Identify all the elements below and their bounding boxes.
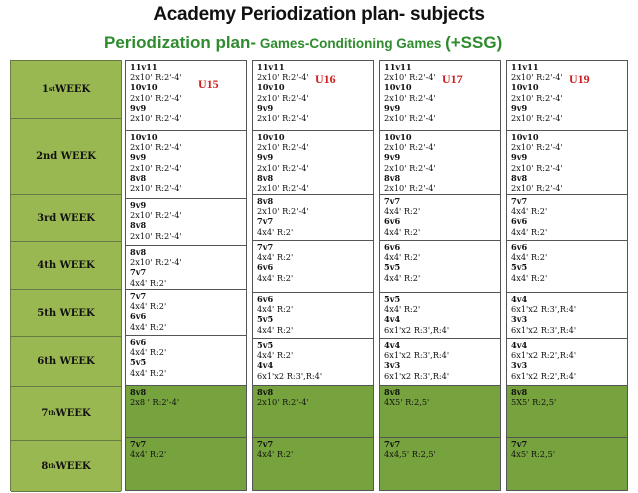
week-cell-1	[126, 61, 246, 130]
game-format: 10v10	[511, 132, 539, 142]
drill-spec: 4x4' R:2'	[130, 449, 167, 460]
drill-spec: 2x10' R:2'-4'	[130, 142, 182, 153]
game-format: 4v4	[257, 360, 274, 371]
game-format: 7v7	[384, 196, 401, 206]
game-format: 7v7	[257, 439, 274, 449]
game-format: 6v6	[257, 262, 274, 273]
game-format: 9v9	[257, 102, 274, 113]
drill-spec: 6x1'x2 R:2',R:4'	[511, 370, 577, 381]
drill-spec: 2x10' R:2'-4'	[511, 72, 563, 83]
drill-spec: 2x10' R:2'-4'	[384, 142, 436, 153]
drill-spec: 2x10' R:2'-4'	[384, 113, 436, 124]
game-format: 9v9	[130, 152, 147, 163]
game-format: 5v5	[257, 340, 274, 350]
game-format: 4v4	[384, 340, 401, 350]
game-format: 3v3	[511, 314, 528, 325]
game-format: 7v7	[384, 439, 401, 449]
week-number: 8	[41, 460, 49, 472]
week-cell-3	[253, 194, 373, 240]
drill-spec: 2x10' R:2'-4'	[384, 183, 436, 194]
week-column	[10, 60, 122, 491]
drill-spec: 2x10' R:2'-4'	[130, 162, 182, 173]
drill-spec: 2x10' R:2'-4'	[257, 72, 309, 83]
game-format: 10v10	[384, 82, 412, 93]
game-format: 3v3	[384, 360, 401, 371]
week-cell-5	[126, 289, 246, 335]
week-label-6	[11, 337, 121, 387]
game-format: 6v6	[130, 337, 147, 347]
week-cell-8	[380, 437, 500, 490]
week-number: 3rd WEEK	[37, 212, 95, 224]
game-format: 6v6	[384, 216, 401, 227]
game-format: 6v6	[130, 311, 147, 322]
game-format: 3v3	[511, 360, 528, 371]
drill-spec: 4x4' R:2'	[257, 324, 294, 335]
week-cell-2	[253, 130, 373, 194]
game-format: 8v8	[257, 387, 274, 397]
week-label-8	[11, 441, 121, 492]
week-cell-4	[507, 240, 627, 292]
week-label-4	[11, 242, 121, 290]
week-cell-7	[507, 385, 627, 437]
age-group-column-u17	[379, 60, 501, 491]
game-format: 6v6	[384, 242, 401, 252]
game-format: 8v8	[384, 387, 401, 397]
week-suffix: th	[48, 462, 56, 470]
age-group-column-u19	[506, 60, 628, 491]
drill-spec: 2x10' R:2'-4'	[384, 162, 436, 173]
game-format: 8v8	[511, 172, 528, 183]
game-format: 9v9	[384, 102, 401, 113]
drill-spec: 5X5' R:2,5'	[511, 397, 557, 408]
week-suffix: st	[48, 86, 55, 93]
subtitle-rest: Games-Conditioning Games	[256, 36, 446, 51]
drill-spec: 2x10' R:2'-4'	[384, 72, 436, 83]
week-number: 1	[41, 84, 49, 95]
drill-spec: 2x10' R:2'-4'	[511, 92, 563, 103]
game-format: 6v6	[511, 216, 528, 227]
drill-spec: 6x1'x2 R:3',R:4'	[511, 324, 577, 335]
drill-spec: 2x10' R:2'-4'	[257, 113, 309, 124]
drill-spec: 4x4' R:2'	[257, 226, 294, 237]
game-format: 5v5	[384, 294, 401, 304]
week-number: 6th WEEK	[37, 356, 95, 367]
age-group-label: U16	[315, 72, 336, 86]
drill-spec: 4x4' R:2'	[257, 252, 294, 263]
age-group-label: U15	[198, 77, 219, 91]
game-format: 9v9	[511, 102, 528, 113]
game-format: 5v5	[384, 262, 401, 273]
week-cell-6	[253, 338, 373, 385]
subtitle-main: Periodization plan-	[104, 33, 257, 52]
drill-spec: 4x4' R:2'	[384, 226, 421, 237]
game-format: 8v8	[130, 387, 147, 397]
page-title: Academy Periodization plan- subjects	[153, 4, 485, 25]
drill-spec: 2x10' R:2'-4'	[130, 72, 182, 83]
week-cell-2	[507, 130, 627, 194]
drill-spec: 2x10' R:2'-4'	[130, 113, 182, 124]
drill-spec: 2x10' R:2'-4'	[257, 162, 309, 173]
week-cell-5	[507, 292, 627, 338]
drill-spec: 2x10' R:2'-4'	[511, 113, 563, 124]
drill-spec: 2x10' R:2'-4'	[130, 92, 182, 103]
age-group-column-u15	[125, 60, 247, 491]
game-format: 8v8	[257, 196, 274, 206]
game-format: 9v9	[257, 152, 274, 163]
drill-spec: 2x10' R:2'-4'	[511, 183, 563, 194]
game-format: 10v10	[257, 132, 285, 142]
week-cell-3	[380, 194, 500, 240]
game-format: 10v10	[384, 132, 412, 142]
drill-spec: 4x4' R:2'	[384, 304, 421, 315]
drill-spec: 2x10' R:2'-4'	[257, 92, 309, 103]
drill-spec: 4x4' R:2'	[257, 304, 294, 315]
drill-spec: 4x4' R:2'	[511, 226, 548, 237]
week-cell-4	[126, 245, 246, 289]
drill-spec: 4x4' R:2'	[130, 347, 167, 358]
drill-spec: 4x4' R:2'	[511, 272, 548, 283]
game-format: 11v11	[130, 62, 158, 72]
game-format: 9v9	[511, 152, 528, 163]
week-cell-6	[507, 338, 627, 385]
page-subtitle	[104, 33, 502, 53]
drill-spec: 6x1'x2 R:2',R:4'	[511, 350, 577, 361]
drill-spec: 4x4' R:2'	[130, 321, 167, 332]
game-format: 5v5	[257, 314, 274, 325]
drill-spec: 4x4' R:2'	[130, 277, 167, 288]
week-cell-6	[126, 335, 246, 385]
game-format: 9v9	[384, 152, 401, 163]
week-number: 4th WEEK	[37, 260, 95, 271]
game-format: 8v8	[384, 172, 401, 183]
drill-spec: 4x5' R:2,5'	[511, 449, 556, 460]
week-cell-5	[253, 292, 373, 338]
drill-spec: 4x4,5' R:2,5'	[384, 449, 436, 460]
drill-spec: 2x10' R:2'-4'	[257, 142, 309, 153]
drill-spec: 6x1'x2 R:3',R:4'	[384, 324, 450, 335]
drill-spec: 2x10' R:2'-4'	[130, 230, 182, 241]
week-cell-2	[380, 130, 500, 194]
week-number: 5th WEEK	[37, 307, 95, 319]
week-suffix: th	[48, 410, 56, 417]
drill-spec: 4x4' R:2'	[384, 206, 421, 217]
week-label-5	[11, 290, 121, 337]
game-format: 11v11	[511, 62, 539, 72]
week-cell-8	[126, 437, 246, 490]
drill-spec: 6x1'x2 R:3',R:4'	[384, 370, 450, 381]
week-cell-4	[253, 240, 373, 292]
week-cell-8	[507, 437, 627, 490]
drill-spec: 2x10' R:2'-4'	[257, 206, 309, 217]
week-cell-1	[507, 61, 627, 130]
drill-spec: 6x1'x2 R:3',R:4'	[384, 350, 450, 361]
game-format: 10v10	[130, 132, 158, 142]
week-cell-8	[253, 437, 373, 490]
drill-spec: 4x4' R:2'	[257, 350, 294, 361]
week-number: 7	[41, 408, 49, 419]
game-format: 9v9	[130, 200, 147, 210]
game-format: 4v4	[511, 294, 528, 304]
drill-spec: 2x10' R:2'-4'	[130, 257, 182, 268]
week-word: WEEK	[54, 84, 91, 95]
periodization-table	[0, 58, 638, 493]
drill-spec: 2x10' R:2'-4'	[130, 210, 182, 221]
game-format: 11v11	[384, 62, 412, 72]
game-format: 7v7	[257, 216, 274, 227]
week-cell-7	[126, 385, 246, 437]
drill-spec: 6x1'x2 R:3',R:4'	[511, 304, 577, 315]
drill-spec: 4x4' R:2'	[384, 252, 421, 263]
game-format: 8v8	[130, 220, 147, 231]
drill-spec: 2x8 ' R:2'-4'	[130, 397, 180, 408]
game-format: 5v5	[130, 357, 147, 368]
game-format: 8v8	[257, 172, 274, 183]
week-cell-3	[126, 198, 246, 245]
game-format: 11v11	[257, 62, 285, 72]
week-cell-1	[253, 61, 373, 130]
week-cell-3	[507, 194, 627, 240]
game-format: 7v7	[130, 439, 147, 449]
drill-spec: 4x4' R:2'	[130, 367, 167, 378]
game-format: 8v8	[130, 247, 147, 257]
drill-spec: 4x4' R:2'	[384, 272, 421, 283]
drill-spec: 6x1'x2 R:3',R:4'	[257, 370, 323, 381]
drill-spec: 2x10' R:2'-4'	[130, 183, 182, 194]
subtitle-ssg: (+SSG)	[445, 33, 503, 52]
drill-spec: 2x10' R:2'-4'	[511, 162, 563, 173]
week-cell-2	[126, 130, 246, 198]
game-format: 10v10	[130, 82, 158, 93]
game-format: 7v7	[130, 267, 147, 278]
game-format: 4v4	[511, 340, 528, 350]
game-format: 10v10	[257, 82, 285, 93]
game-format: 6v6	[511, 242, 528, 252]
game-format: 7v7	[257, 242, 274, 252]
week-label-1	[11, 61, 121, 119]
week-cell-6	[380, 338, 500, 385]
game-format: 6v6	[257, 294, 274, 304]
game-format: 10v10	[511, 82, 539, 93]
game-format: 7v7	[511, 196, 528, 206]
week-label-2	[11, 119, 121, 195]
drill-spec: 2x10' R:2'-4'	[384, 92, 436, 103]
game-format: 5v5	[511, 262, 528, 273]
drill-spec: 4x4' R:2'	[130, 301, 167, 312]
age-group-label: U17	[442, 72, 463, 86]
drill-spec: 2x10' R:2'-4'	[257, 183, 309, 194]
drill-spec: 4x4' R:2'	[257, 272, 294, 283]
drill-spec: 4x4' R:2'	[257, 449, 294, 460]
game-format: 4v4	[384, 314, 401, 325]
drill-spec: 4X5' R:2,5'	[384, 397, 430, 408]
week-cell-4	[380, 240, 500, 292]
game-format: 7v7	[511, 439, 528, 449]
drill-spec: 2x10' R:2'-4'	[257, 397, 309, 408]
week-word: WEEK	[55, 460, 91, 472]
week-word: WEEK	[55, 408, 91, 419]
age-group-column-u16	[252, 60, 374, 491]
drill-spec: 2x10' R:2'-4'	[511, 142, 563, 153]
game-format: 7v7	[130, 291, 147, 301]
drill-spec: 4x4' R:2'	[511, 206, 548, 217]
week-cell-5	[380, 292, 500, 338]
age-group-label: U19	[569, 72, 590, 86]
week-number: 2nd WEEK	[36, 151, 96, 162]
game-format: 9v9	[130, 102, 147, 113]
week-label-3	[11, 195, 121, 242]
game-format: 8v8	[130, 172, 147, 183]
week-cell-7	[380, 385, 500, 437]
week-label-7	[11, 387, 121, 441]
week-cell-1	[380, 61, 500, 130]
game-format: 8v8	[511, 387, 528, 397]
drill-spec: 4x4' R:2'	[511, 252, 548, 263]
week-cell-7	[253, 385, 373, 437]
